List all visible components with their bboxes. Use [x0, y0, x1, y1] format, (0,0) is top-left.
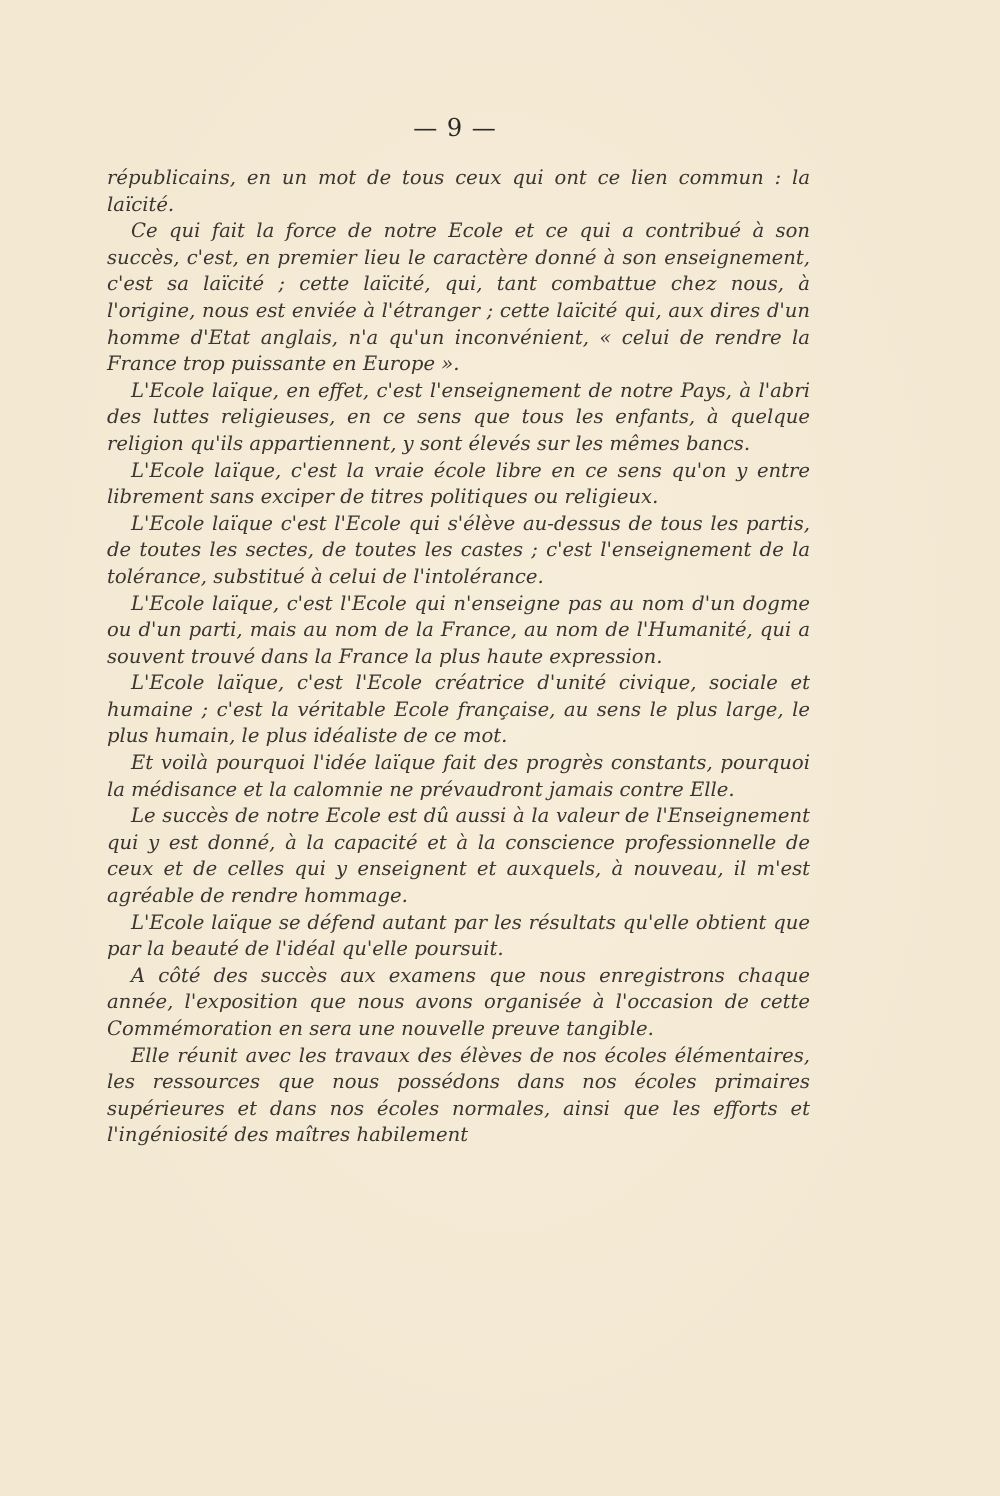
- paragraph: L'Ecole laïque c'est l'Ecole qui s'élève au-dessus de tous les partis, de toutes les sectes, de toutes les castes ; c'est l'enseignement de la tolérance, substitué à celui de l'intolérance.: [107, 511, 810, 588]
- paragraph: Elle réunit avec les travaux des élèves de nos écoles élémentaires, les ressources que nous possédons dans nos écoles primaires supérieures et dans nos écoles normales, ainsi que les efforts et l'ingéniosité des maîtres habilement: [107, 1043, 810, 1147]
- paragraph: Le succès de notre Ecole est dû aussi à la valeur de l'Enseignement qui y est donné, à la capacité et à la conscience professionnelle de ceux et de celles qui y enseignent et auxquels, à nouveau, il m'est agréable de rendre hommage.: [107, 804, 810, 908]
- paragraph: Et voilà pourquoi l'idée laïque fait des progrès constants, pourquoi la médisance et la calomnie ne prévaudront jamais contre Elle.: [107, 751, 810, 801]
- paragraph: L'Ecole laïque, en effet, c'est l'enseignement de notre Pays, à l'abri des luttes religieuses, en ce sens que tous les enfants, à quelque religion qu'ils appartiennent, y sont élevés sur les mêmes bancs.: [107, 378, 810, 455]
- paragraph: L'Ecole laïque, c'est l'Ecole qui n'enseigne pas au nom d'un dogme ou d'un parti, mais au nom de la France, au nom de l'Humanité, qui a souvent trouvé dans la France la plus haute expression.: [107, 591, 810, 668]
- body-text: [107, 165, 810, 1149]
- paragraph: républicains, en un mot de tous ceux qui ont ce lien commun : la laïcité.: [107, 166, 810, 216]
- paragraph: A côté des succès aux examens que nous enregistrons chaque année, l'exposition que nous avons organisée à l'occasion de cette Commémoration en sera une nouvelle preuve tangible.: [107, 963, 810, 1040]
- paragraph: L'Ecole laïque, c'est l'Ecole créatrice d'unité civique, sociale et humaine ; c'est la véritable Ecole française, au sens le plus large, le plus humain, le plus idéaliste de ce mot.: [107, 671, 810, 748]
- paragraph: L'Ecole laïque, c'est la vraie école libre en ce sens qu'on y entre librement sans exciper de titres politiques ou religieux.: [107, 458, 810, 509]
- paragraph: Ce qui fait la force de notre Ecole et ce qui a contribué à son succès, c'est, en premier lieu le caractère donné à son enseignement, c'est sa laïcité ; cette laïcité, qui, tant combattue chez nous, à l'origine, nous est enviée à l'étranger ; cette laïcité qui, aux dires d'un homme d'Etat anglais, n'a qu'un inconvénient, « celui de rendre la France trop puissante en Europe ».: [107, 219, 810, 376]
- page-number: — 9 —: [413, 114, 497, 142]
- paragraph: L'Ecole laïque se défend autant par les résultats qu'elle obtient que par la beauté de l'idéal qu'elle poursuit.: [107, 910, 810, 961]
